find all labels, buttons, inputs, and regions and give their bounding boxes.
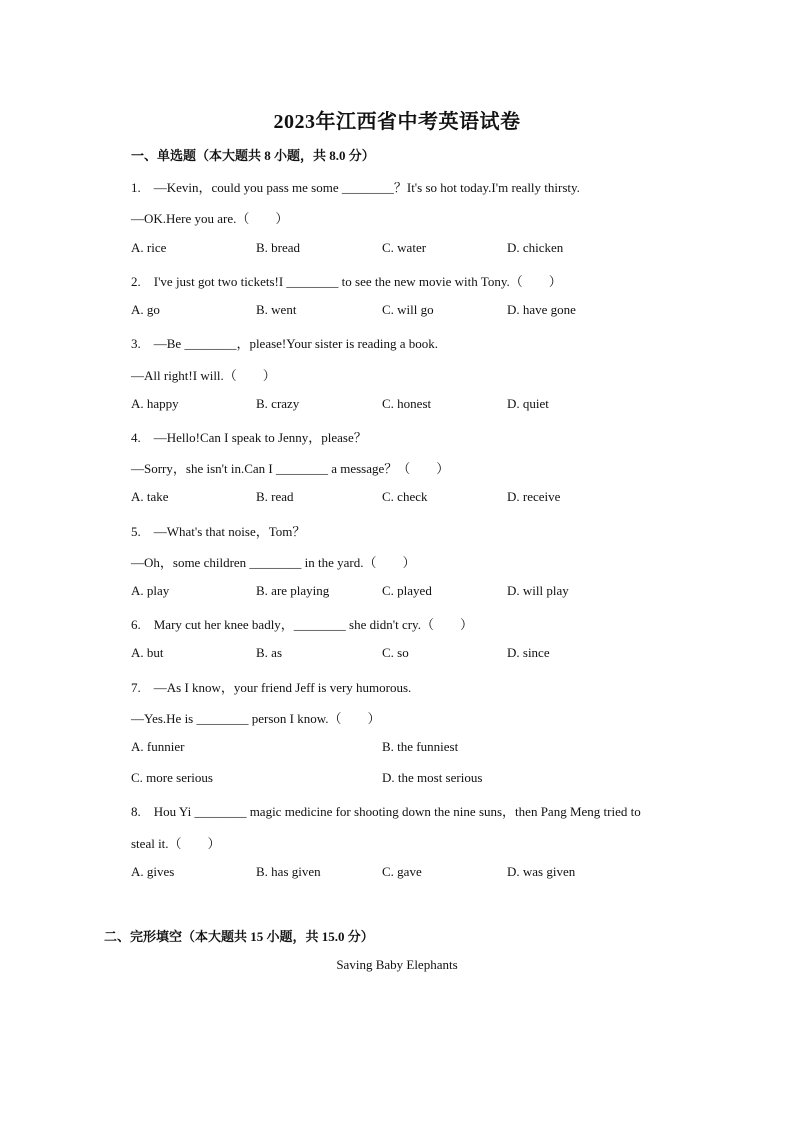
question-1-option-b[interactable]: B. bread [256, 240, 301, 255]
question-8-option-a[interactable]: A. gives [131, 864, 175, 879]
question-2-option-c[interactable]: C. will go [382, 302, 434, 317]
question-8-stem: 8. Hou Yi ________ magic medicine for shooting down the nine suns，then Pang Meng tried to [131, 804, 641, 819]
question-1-option-d[interactable]: D. chicken [507, 240, 564, 255]
question-7-reply: —Yes.He is ________ person I know.（ ） [131, 711, 381, 726]
question-2-option-a[interactable]: A. go [131, 302, 160, 317]
page-title: 2023年江西省中考英语试卷 [273, 111, 521, 133]
question-1-reply: —OK.Here you are.（ ） [131, 211, 289, 226]
question-4-option-c[interactable]: C. check [382, 489, 428, 504]
question-3-option-d[interactable]: D. quiet [507, 396, 549, 411]
question-6-option-a[interactable]: A. but [131, 645, 164, 660]
question-7-option-b[interactable]: B. the funniest [382, 739, 459, 754]
question-4-reply: —Sorry，she isn't in.Can I ________ a message？（ ） [131, 461, 450, 476]
question-3-reply: —All right!I will.（ ） [131, 368, 276, 383]
question-8-stem-continued: steal it.（ ） [131, 836, 221, 851]
question-7-option-a[interactable]: A. funnier [131, 739, 185, 754]
question-4-option-d[interactable]: D. receive [507, 489, 561, 504]
question-5-option-d[interactable]: D. will play [507, 583, 569, 598]
question-6-option-c[interactable]: C. so [382, 645, 409, 660]
question-3-option-a[interactable]: A. happy [131, 396, 179, 411]
question-2-option-b[interactable]: B. went [256, 302, 297, 317]
question-5-reply: —Oh，some children ________ in the yard.（ ） [131, 555, 416, 570]
passage-title: Saving Baby Elephants [336, 957, 458, 972]
question-6-option-d[interactable]: D. since [507, 645, 550, 660]
question-2-stem: 2. I've just got two tickets!I ________ to see the new movie with Tony.（ ） [131, 274, 562, 289]
question-1-stem: 1. —Kevin，could you pass me some ________？It's so hot today.I'm really thirsty. [131, 180, 580, 195]
question-1-option-a[interactable]: A. rice [131, 240, 167, 255]
question-3-stem: 3. —Be ________，please!Your sister is reading a book. [131, 336, 439, 351]
question-5-option-b[interactable]: B. are playing [256, 583, 330, 598]
question-3-option-b[interactable]: B. crazy [256, 396, 300, 411]
question-5-stem: 5. —What's that noise，Tom？ [131, 524, 306, 539]
question-8-option-c[interactable]: C. gave [382, 864, 422, 879]
section-heading-single-choice: 一、单选题（本大题共 8 小题，共 8.0 分） [131, 148, 375, 163]
question-8-option-d[interactable]: D. was given [507, 864, 576, 879]
question-5-option-a[interactable]: A. play [131, 583, 170, 598]
question-5-option-c[interactable]: C. played [382, 583, 432, 598]
question-6-option-b[interactable]: B. as [256, 645, 282, 660]
question-6-stem: 6. Mary cut her knee badly，________ she didn't cry.（ ） [131, 617, 473, 632]
question-3-option-c[interactable]: C. honest [382, 396, 432, 411]
question-4-stem: 4. —Hello!Can I speak to Jenny，please？ [131, 430, 367, 445]
question-7-stem: 7. —As I know，your friend Jeff is very humorous. [131, 680, 412, 695]
section-heading-cloze: 二、完形填空（本大题共 15 小题，共 15.0 分） [104, 929, 374, 944]
question-7-option-c[interactable]: C. more serious [131, 770, 213, 785]
question-7-option-d[interactable]: D. the most serious [382, 770, 483, 785]
question-2-option-d[interactable]: D. have gone [507, 302, 576, 317]
question-4-option-b[interactable]: B. read [256, 489, 294, 504]
question-4-option-a[interactable]: A. take [131, 489, 169, 504]
question-1-option-c[interactable]: C. water [382, 240, 427, 255]
question-8-option-b[interactable]: B. has given [256, 864, 321, 879]
